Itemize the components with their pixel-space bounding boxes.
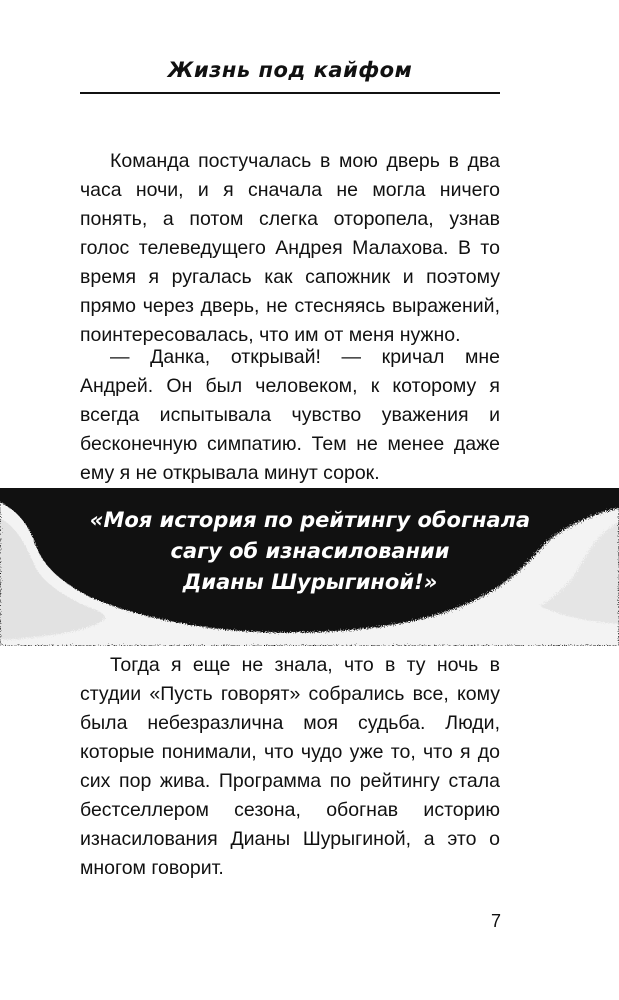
page-number: 7 [490, 911, 501, 931]
body-paragraph-2: — Данка, открывай! — кричал мне Андрей. Он был человеком, к которому я всегда испытывала чувство уважения и бесконечную симпатию. Тем не менее даже ему я не открывала минут сорок. [80, 346, 500, 484]
pull-quote-text [60, 505, 560, 598]
header-divider [80, 92, 500, 94]
pull-quote-line-2: сагу об изнасиловании [170, 539, 450, 563]
running-header-title: Жизнь под кайфом [167, 58, 413, 82]
pull-quote-line-1: «Моя история по рейтингу обогнала [89, 508, 531, 532]
pull-quote-banner [0, 488, 619, 646]
body-paragraph-3: Тогда я еще не знала, что в ту ночь в студии «Пусть говорят» собрались все, кому была небезразлична моя судьба. Люди, которые понимали, что чудо уже то, что я до сих пор жива. Программа по рейтингу стала бестселлером сезона, обогнав историю изнасилования Дианы Шурыгиной, а это о многом говорит. [80, 654, 500, 879]
body-paragraph-1: Команда постучалась в мою дверь в два часа ночи, и я сначала не могла ничего понять, а потом слегка оторопела, узнав голос телеведущего Андрея Малахова. В то время я ругалась как сапожник и поэтому прямо через дверь, не стесняясь выражений, поинтересовалась, что им от меня нужно. [80, 150, 500, 346]
pull-quote-line-3: Дианы Шурыгиной!» [182, 570, 438, 594]
